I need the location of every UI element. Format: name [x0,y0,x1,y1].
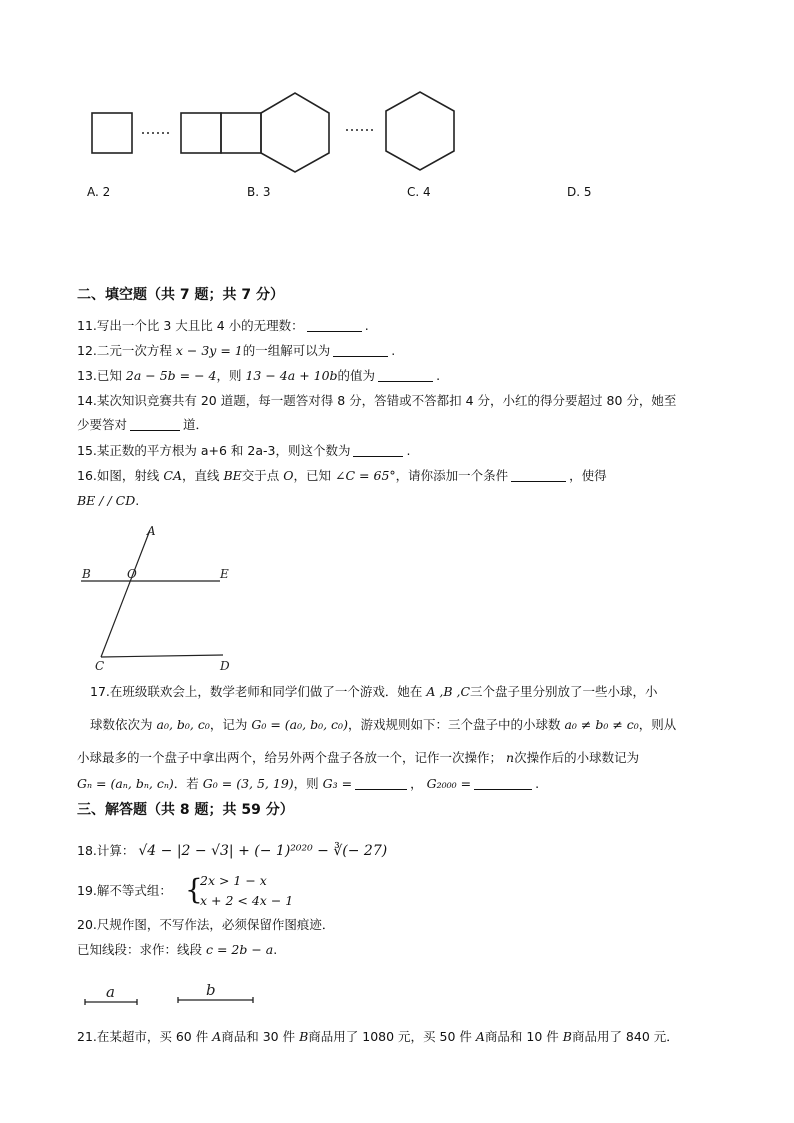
q13-expression: 13 − 4a + 10b [245,368,338,383]
segment-a-label: a [106,983,115,1001]
q17-g3: G₃ = [322,776,353,791]
question-11 [77,317,369,335]
q17-line1-post: 三个盘子里分别放了一些小球，小 [470,684,658,699]
shapes-figure [0,0,794,180]
label-e: E [220,567,229,581]
q17-line3-post: 次操作后的小球数记为 [514,750,640,765]
q21-mid3: 商品和 10 件 [484,1029,559,1044]
q16-mid3: ，已知 [293,468,332,483]
q21-b2: B [562,1029,572,1044]
question-18 [77,842,387,860]
q19-inequality-1: 2x > 1 − x [200,873,267,888]
question-15 [77,442,410,460]
q20-pre: 已知线段：求作：线段 [77,942,203,957]
question-12 [77,342,395,360]
q19-inequality-2: x + 2 < 4x − 1 [200,893,294,908]
q16-pre: 16.如图，射线 [77,468,160,483]
q13-mid: ，则 [216,368,242,383]
q12-blank[interactable] [333,343,388,357]
q16-line-be: BE [223,468,242,483]
q17-g3-blank[interactable] [355,776,407,790]
question-17-line-3 [77,749,639,767]
q19-label: 19.解不等式组： [77,883,172,898]
q18-expression: √4 − |2 − √3| + (− 1)²⁰²⁰ − ∛(− 27) [138,843,388,859]
option-b[interactable]: B. 3 [247,185,271,199]
question-20-line-2 [77,941,277,959]
question-17-line-2 [90,716,676,734]
q16-blank[interactable] [511,468,566,482]
q16-mid4: ，请你添加一个条件 [395,468,509,483]
q17-end: . [535,776,540,791]
q17-n: n [506,750,515,765]
q13-equation: 2a − 5b = − 4 [125,368,217,383]
question-14-line-2 [77,416,208,434]
q21-post: 商品用了 840 元． [571,1029,679,1044]
label-b: B [82,567,91,581]
q14-post: 道． [183,417,209,432]
label-o: O [127,567,137,581]
q21-mid2: 商品用了 1080 元，买 50 件 [308,1029,472,1044]
question-16-line-2 [77,492,139,510]
q18-label: 18.计算： [77,843,135,858]
q12-post: 的一组解可以为 [242,343,331,358]
q15-blank[interactable] [353,443,403,457]
q16-point-o: O [283,468,294,483]
question-21 [77,1028,679,1046]
q16-parallel: BE / / CD [77,493,136,508]
ray-cd [101,655,223,657]
hexagon-shape [386,92,454,170]
question-17-line-1 [90,683,658,701]
q21-a2: A [475,1029,485,1044]
q17-line2-pre: 球数依次为 [90,717,153,732]
q17-vars: a₀, b₀, c₀ [156,717,210,732]
q11-end: . [364,318,369,333]
q16-post: ，使得 [569,468,607,483]
q17-g2000-blank[interactable] [474,776,532,790]
q17-g0-definition: G₀ = (a₀, b₀, c₀) [251,717,348,732]
q21-a1: A [212,1029,222,1044]
q17-line4-mid: ．若 [173,776,199,791]
q21-b1: B [299,1029,309,1044]
brace-icon: { [185,873,203,906]
q17-plates: A ,B ,C [426,684,471,699]
q17-pre: 17.在班级联欢会上，数学老师和同学们做了一个游戏．她在 [90,684,423,699]
q13-blank[interactable] [378,368,433,382]
q17-g2000: G₂₀₀₀ = [426,776,472,791]
q21-pre: 21.在某超市，买 60 件 [77,1029,209,1044]
label-a: A [147,524,156,538]
q13-pre: 13.已知 [77,368,122,383]
section-2-title: 二、填空题（共 7 题；共 7 分） [77,287,284,303]
q15-text: 15.某正数的平方根为 a+6 和 2a-3，则这个数为 [77,443,351,458]
question-20-line-1: 20.尺规作图，不写作法，必须保留作图痕迹． [77,917,335,932]
q15-end: . [406,443,411,458]
q17-line2-mid: ，记为 [209,717,248,732]
q21-mid1: 商品和 30 件 [221,1029,296,1044]
hexagon-shape [261,93,329,172]
q16-angle: ∠C = 65° [335,468,396,483]
q16-end: . [135,493,140,508]
option-d[interactable]: D. 5 [567,185,592,199]
q17-gn: Gₙ = (aₙ, bₙ, cₙ) [77,776,174,791]
option-c[interactable]: C. 4 [407,185,431,199]
label-c: C [95,659,105,673]
option-a[interactable]: A. 2 [87,185,111,199]
q17-line2-post: ，则从 [638,717,677,732]
square-shape [221,113,261,153]
q13-post: 的值为 [337,368,376,383]
question-17-line-4: Gₙ = (aₙ, bₙ, cₙ)．若 G₀ = (3, 5, 19)，则 G₃ = ， G₂₀₀₀ = . [77,776,540,791]
q14-pre: 少要答对 [77,417,128,432]
segments-figure [80,980,280,1010]
q11-text: 11.写出一个比 3 大且比 4 小的无理数： [77,318,304,333]
q16-mid2: 交于点 [241,468,280,483]
square-shape [92,113,132,153]
geometry-figure-16 [77,520,247,675]
ray-ca [101,530,150,657]
question-13 [77,367,440,385]
q17-g0-value: G₀ = (3, 5, 19) [202,776,294,791]
q12-end: . [391,343,396,358]
question-14-line-1: 14.某次知识竞赛共有 20 道题，每一题答对得 8 分，答错或不答都扣 4 分，小红的得分要超过 80 分，她至 [77,393,677,408]
q14-blank[interactable] [130,417,180,431]
question-16-line-1 [77,467,607,485]
q20-end: . [273,942,278,957]
q17-line3-pre: 小球最多的一个盘子中拿出两个，给另外两个盘子各放一个，记作一次操作； [77,750,503,765]
q17-line4-mid2: ，则 [293,776,319,791]
segment-b-label: b [206,981,216,999]
q16-mid1: ，直线 [181,468,220,483]
q11-blank[interactable] [307,318,362,332]
q17-line2-mid2: ，游戏规则如下：三个盘子中的小球数 [347,717,561,732]
q12-equation: x − 3y = 1 [175,343,243,358]
q16-ray-ca: CA [163,468,182,483]
q12-pre: 12.二元一次方程 [77,343,172,358]
q17-inequality: a₀ ≠ b₀ ≠ c₀ [564,717,639,732]
label-d: D [220,659,230,673]
section-3-title: 三、解答题（共 8 题；共 59 分） [77,802,294,818]
square-shape [181,113,221,153]
q20-equation: c = 2b − a [206,942,274,957]
q13-end: . [436,368,441,383]
